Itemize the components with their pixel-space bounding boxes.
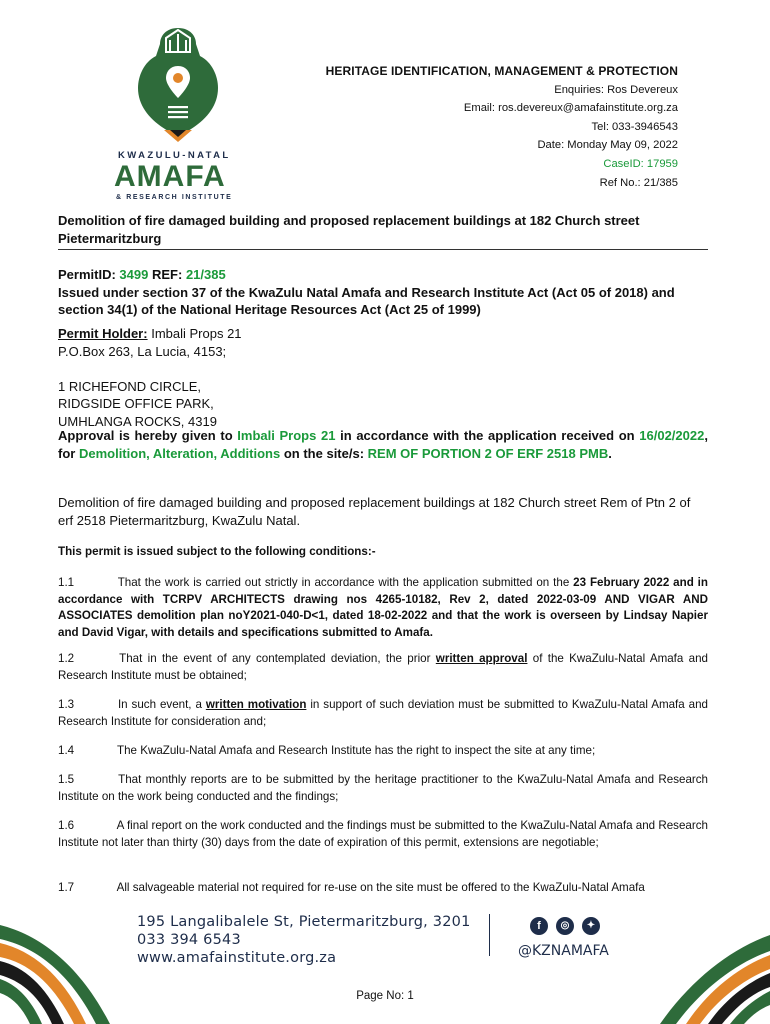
ref-label: REF: [151, 267, 183, 282]
condition-1-7 [58, 880, 708, 897]
approval-text-1: Approval is hereby given to [58, 428, 233, 443]
email[interactable]: Email: ros.devereux@amafainstitute.org.za [463, 102, 678, 115]
ref-no: Ref No.: 21/385 [599, 176, 678, 189]
site-description: REM OF PORTION 2 OF ERF 2518 PMB [367, 445, 609, 461]
letterhead-details [326, 62, 678, 192]
address-line2: RIDGSIDE OFFICE PARK, [58, 396, 214, 412]
conditions-heading: This permit is issued subject to the following conditions:- [58, 545, 376, 558]
condition-text: That monthly reports are to be submitted by the heritage practitioner to the KwaZulu-Natal Amafa and Research Institute on the work being conducted and the findings; [58, 773, 709, 803]
condition-number: 1.3 [58, 698, 75, 711]
permit-holder-label: Permit Holder: [58, 326, 148, 341]
page-number: Page No: 1 [356, 990, 414, 1002]
approval-text-3: , for [58, 428, 708, 461]
permit-id-line [58, 266, 708, 284]
condition-text: A final report on the work conducted and the findings must be submitted to the KwaZulu-Natal Amafa and Research Institute not later than thirty (30) days from the date of expiration of this permit, extensions are negotiable; [58, 819, 708, 849]
works-type: Demolition, Alteration, Additions [78, 445, 281, 461]
instagram-icon[interactable]: ◎ [556, 917, 574, 935]
amafa-logo [108, 26, 248, 204]
condition-text: All salvageable material not required for re-use on the site must be offered to the KwaZulu-Natal Amafa [116, 881, 645, 894]
footer-website[interactable]: www.amafainstitute.org.za [137, 950, 337, 966]
application-date: 16/02/2022 [639, 428, 705, 443]
condition-bold-text: 23 February 2022 and in accordance with TCRPV ARCHITECTS drawing nos 4265-10182, Rev 2, dated 2022-03-09 AND VIGAR AND ASSOCIATES demolition plan noY2021-040-D<1, dated 18-02-2022 and that the work is overseen by Lindsay Napier and David Vigar, with details and specifications submitted to Amafa. [58, 576, 708, 639]
permit-holder-block [58, 325, 708, 431]
condition-number: 1.6 [58, 819, 75, 832]
condition-number: 1.7 [58, 881, 75, 894]
shield-emblem-icon [108, 26, 248, 146]
postal-address: P.O.Box 263, La Lucia, 4153; [58, 343, 227, 359]
condition-1-1 [58, 575, 708, 641]
approval-holder: Imbali Props 21 [237, 428, 336, 443]
issued-under: Issued under section 37 of the KwaZulu Natal Amafa and Research Institute Act (Act 05 of 2018) and section 34(1) of the National Heritage Resources Act (Act 25 of 1999) [58, 284, 675, 318]
approval-text-4: on the site/s: [283, 445, 365, 461]
logo-line1: KWAZULU-NATAL [118, 150, 231, 161]
permit-holder-name: Imbali Props 21 [151, 326, 242, 341]
ref-value: 21/385 [185, 267, 226, 282]
approval-text-5: . [608, 445, 612, 461]
header-title: HERITAGE IDENTIFICATION, MANAGEMENT & PROTECTION [325, 64, 678, 78]
footer-phone: 033 394 6543 [137, 932, 241, 948]
approval-text-2: in accordance with the application received on [340, 428, 635, 443]
logo-line3: & RESEARCH INSTITUTE [116, 194, 233, 201]
condition-number: 1.1 [58, 576, 75, 589]
condition-text: In such event, a [117, 698, 202, 711]
address-line3: UMHLANGA ROCKS, 4319 [58, 413, 217, 429]
condition-1-3 [58, 697, 708, 730]
permit-id-label: PermitID: [58, 267, 116, 282]
permit-block [58, 266, 708, 319]
footer-address: 195 Langalibalele St, Pietermaritzburg, 3201 [137, 914, 471, 930]
condition-1-4 [58, 743, 708, 760]
permit-id-value: 3499 [119, 267, 149, 282]
condition-text-cont: of the KwaZulu-Natal Amafa and Research Institute must be obtained; [58, 652, 709, 682]
approval-statement [58, 427, 708, 462]
address-line1: 1 RICHEFOND CIRCLE, [58, 378, 202, 394]
enquiries: Enquiries: Ros Devereux [554, 83, 678, 96]
twitter-icon[interactable]: ✦ [582, 917, 600, 935]
work-description: Demolition of fire damaged building and proposed replacement buildings at 182 Church street Rem of Ptn 2 of erf 2518 Pietermaritzburg, KwaZulu Natal. [58, 495, 691, 528]
condition-1-2 [58, 651, 708, 684]
condition-number: 1.4 [58, 744, 75, 757]
facebook-icon[interactable]: f [530, 917, 548, 935]
condition-number: 1.5 [58, 773, 75, 786]
telephone: Tel: 033-3946543 [591, 120, 678, 133]
written-approval-emphasis: written approval [435, 652, 528, 665]
condition-text: The KwaZulu-Natal Amafa and Research Institute has the right to inspect the site at any time; [117, 744, 596, 757]
condition-1-6 [58, 818, 708, 851]
logo-line2: AMAFA [114, 160, 226, 193]
case-id: CaseID: 17959 [603, 157, 678, 170]
footer-divider [489, 914, 490, 956]
written-motivation-emphasis: written motivation [205, 698, 307, 711]
subject-heading: Demolition of fire damaged building and proposed replacement buildings at 182 Church street Pietermaritzburg [58, 212, 708, 250]
condition-text-cont: in support of such deviation must be submitted to KwaZulu-Natal Amafa and Research Institute for consideration and; [58, 698, 708, 728]
condition-text: That the work is carried out strictly in accordance with the application submitted on the [117, 576, 570, 589]
condition-number: 1.2 [58, 652, 75, 665]
social-handle[interactable]: @KZNAMAFA [518, 943, 609, 959]
date: Date: Monday May 09, 2022 [537, 139, 678, 152]
condition-1-5 [58, 772, 708, 805]
condition-text: That in the event of any contemplated deviation, the prior [119, 652, 431, 665]
